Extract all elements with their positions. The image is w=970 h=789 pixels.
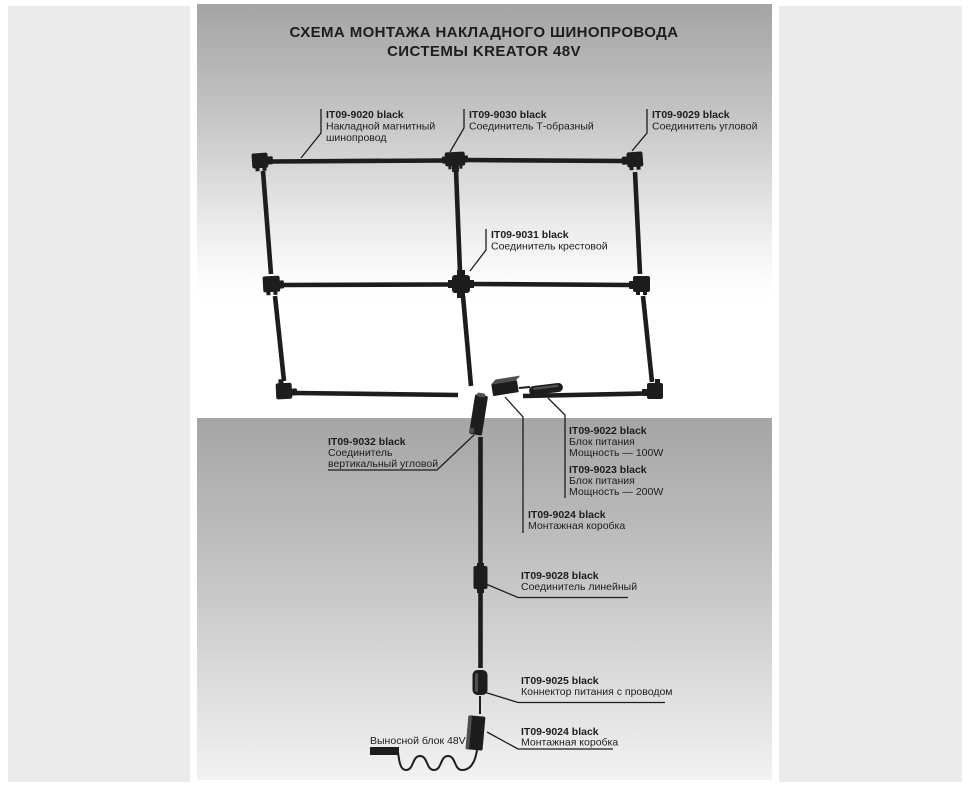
- label-psu-200-code: IT09-9023 black: [569, 464, 647, 476]
- label-t-connector-desc1: Соединитель Т-образный: [469, 120, 594, 133]
- power-feed-connector-icon: [473, 670, 488, 695]
- label-vertical-corner-desc1: Соединитель: [328, 447, 393, 459]
- mounting-box-icon: [466, 715, 486, 750]
- label-track-code: IT09-9020 black: [326, 109, 404, 121]
- label-psu-100-desc1: Блок питания: [569, 436, 635, 448]
- linear-connector-icon: [474, 563, 488, 593]
- title-line-2: СИСТЕМЫ KREATOR 48V: [387, 43, 581, 60]
- label-cross-connector-code: IT09-9031 black: [491, 229, 569, 241]
- title-line-1: СХЕМА МОНТАЖА НАКЛАДНОГО ШИНОПРОВОДА: [289, 24, 679, 41]
- label-vertical-corner-desc2: вертикальный угловой: [328, 458, 439, 470]
- label-psu-200-desc2: Мощность — 200W: [569, 486, 664, 498]
- label-mount-box-top-code: IT09-9024 black: [528, 509, 606, 521]
- label-t-connector-code: IT09-9030 black: [469, 109, 547, 121]
- device-link-cable: [519, 387, 530, 388]
- label-vertical-corner-code: IT09-9032 black: [328, 436, 406, 448]
- label-corner-connector-desc1: Соединитель угловой: [652, 120, 758, 133]
- label-psu-100-desc2: Мощность — 100W: [569, 447, 664, 459]
- label-track-desc2: шинопровод: [326, 132, 387, 144]
- remote-block-icon: [370, 747, 399, 755]
- label-psu-100-code: IT09-9022 black: [569, 425, 647, 437]
- label-cross-connector-desc1: Соединитель крестовой: [491, 240, 608, 253]
- label-linear-connector-code: IT09-9028 black: [521, 570, 599, 582]
- label-power-connector-code: IT09-9025 black: [521, 675, 599, 687]
- label-mount-box-bottom-code: IT09-9024 black: [521, 726, 599, 738]
- label-remote-block: Выносной блок 48V: [370, 735, 466, 747]
- label-mount-box-top-desc1: Монтажная коробка: [528, 520, 626, 532]
- label-linear-connector-desc1: Соединитель линейный: [521, 581, 638, 593]
- label-psu-200-desc1: Блок питания: [569, 475, 635, 487]
- label-mount-box-bottom-desc1: Монтажная коробка: [521, 736, 619, 749]
- label-track-desc1: Накладной магнитный: [326, 120, 436, 133]
- label-power-connector-desc1: Коннектор питания с проводом: [521, 686, 673, 698]
- label-corner-connector-code: IT09-9029 black: [652, 109, 730, 121]
